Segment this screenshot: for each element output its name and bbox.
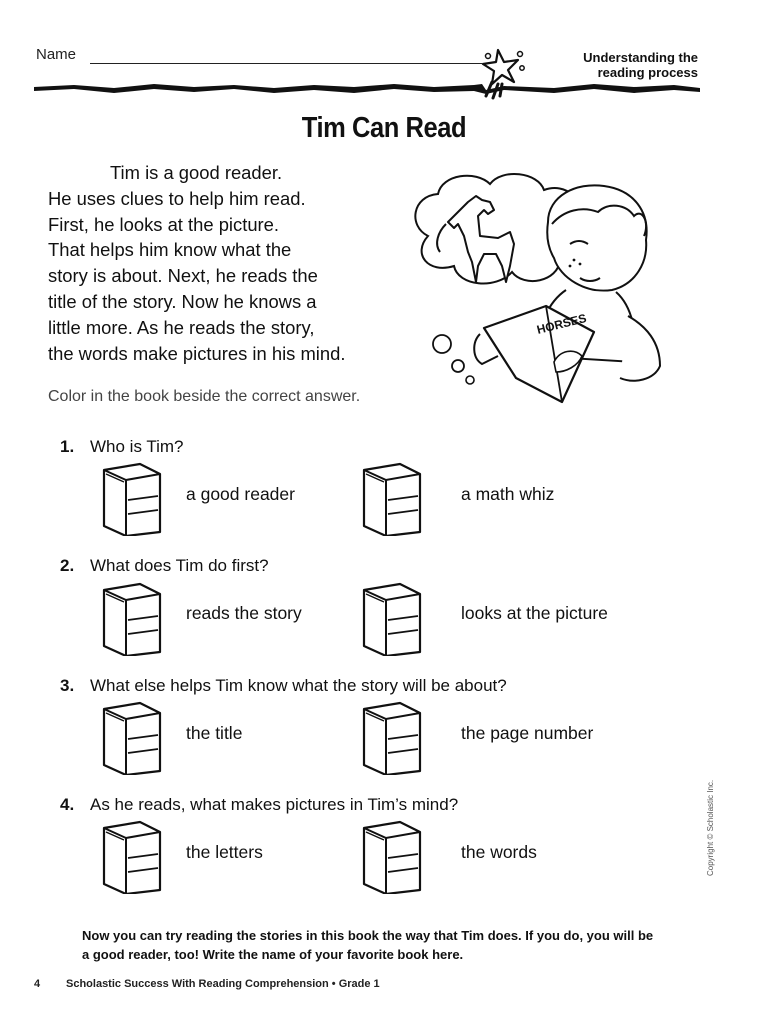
subject-line-2: reading process — [597, 65, 698, 80]
question-text: As he reads, what makes pictures in Tim’s mind? — [90, 795, 459, 814]
story-line: He uses clues to help him read. — [48, 187, 306, 209]
question-number: 2. — [60, 556, 75, 575]
story-line: little more. As he reads the story, — [48, 316, 315, 338]
story-line: Tim is a good reader. — [110, 162, 283, 183]
question-number: 3. — [60, 676, 75, 695]
question-2 — [60, 556, 269, 576]
question-number: 1. — [60, 437, 75, 456]
book-series-title: Scholastic Success With Reading Comprehension • Grade 1 — [66, 978, 380, 990]
question-1 — [60, 437, 184, 457]
answer-option: a good reader — [186, 484, 295, 504]
story-passage — [48, 160, 418, 366]
book-icon[interactable] — [358, 582, 426, 656]
name-label: Name — [36, 46, 77, 63]
question-text: Who is Tim? — [90, 437, 184, 456]
book-icon[interactable] — [98, 701, 166, 775]
instructions: Color in the book beside the correct answer. — [48, 388, 361, 405]
question-number: 4. — [60, 795, 75, 814]
answer-option: the page number — [461, 723, 594, 743]
boy-reading-illustration — [398, 166, 678, 426]
book-icon[interactable] — [98, 582, 166, 656]
question-text: What does Tim do first? — [90, 556, 269, 575]
book-icon[interactable] — [98, 462, 166, 536]
answer-option: the words — [461, 842, 537, 862]
answer-option: the title — [186, 723, 243, 743]
footer-note-line: a good reader, too! Write the name of your favorite book here. — [82, 947, 464, 962]
question-4 — [60, 795, 458, 815]
book-icon[interactable] — [98, 820, 166, 894]
book-icon[interactable] — [358, 462, 426, 536]
footer-note — [82, 926, 702, 964]
header-rule — [34, 76, 700, 100]
answer-option: reads the story — [186, 603, 302, 623]
answer-option: looks at the picture — [461, 603, 608, 623]
copyright-notice: Copyright © Scholastic Inc. — [706, 779, 715, 876]
question-text: What else helps Tim know what the story will be about? — [90, 676, 507, 695]
answer-option: a math whiz — [461, 484, 555, 504]
story-line: That helps him know what the — [48, 239, 292, 261]
story-line: title of the story. Now he knows a — [48, 290, 317, 312]
question-3 — [60, 676, 507, 696]
story-line: First, he looks at the picture. — [48, 213, 280, 235]
page-number: 4 — [34, 978, 41, 990]
book-icon[interactable] — [358, 820, 426, 894]
story-line: story is about. Next, he reads the — [48, 265, 318, 287]
subject-line-1: Understanding the — [583, 50, 698, 65]
footer-note-line: Now you can try reading the stories in this book the way that Tim does. If you do, you will be — [82, 928, 654, 943]
story-line: the words make pictures in his mind. — [48, 342, 346, 364]
page-title: Tim Can Read — [301, 112, 467, 144]
book-cover-text: HORSES — [535, 311, 588, 337]
book-icon[interactable] — [358, 701, 426, 775]
name-write-line[interactable] — [90, 63, 482, 64]
answer-option: the letters — [186, 842, 263, 862]
